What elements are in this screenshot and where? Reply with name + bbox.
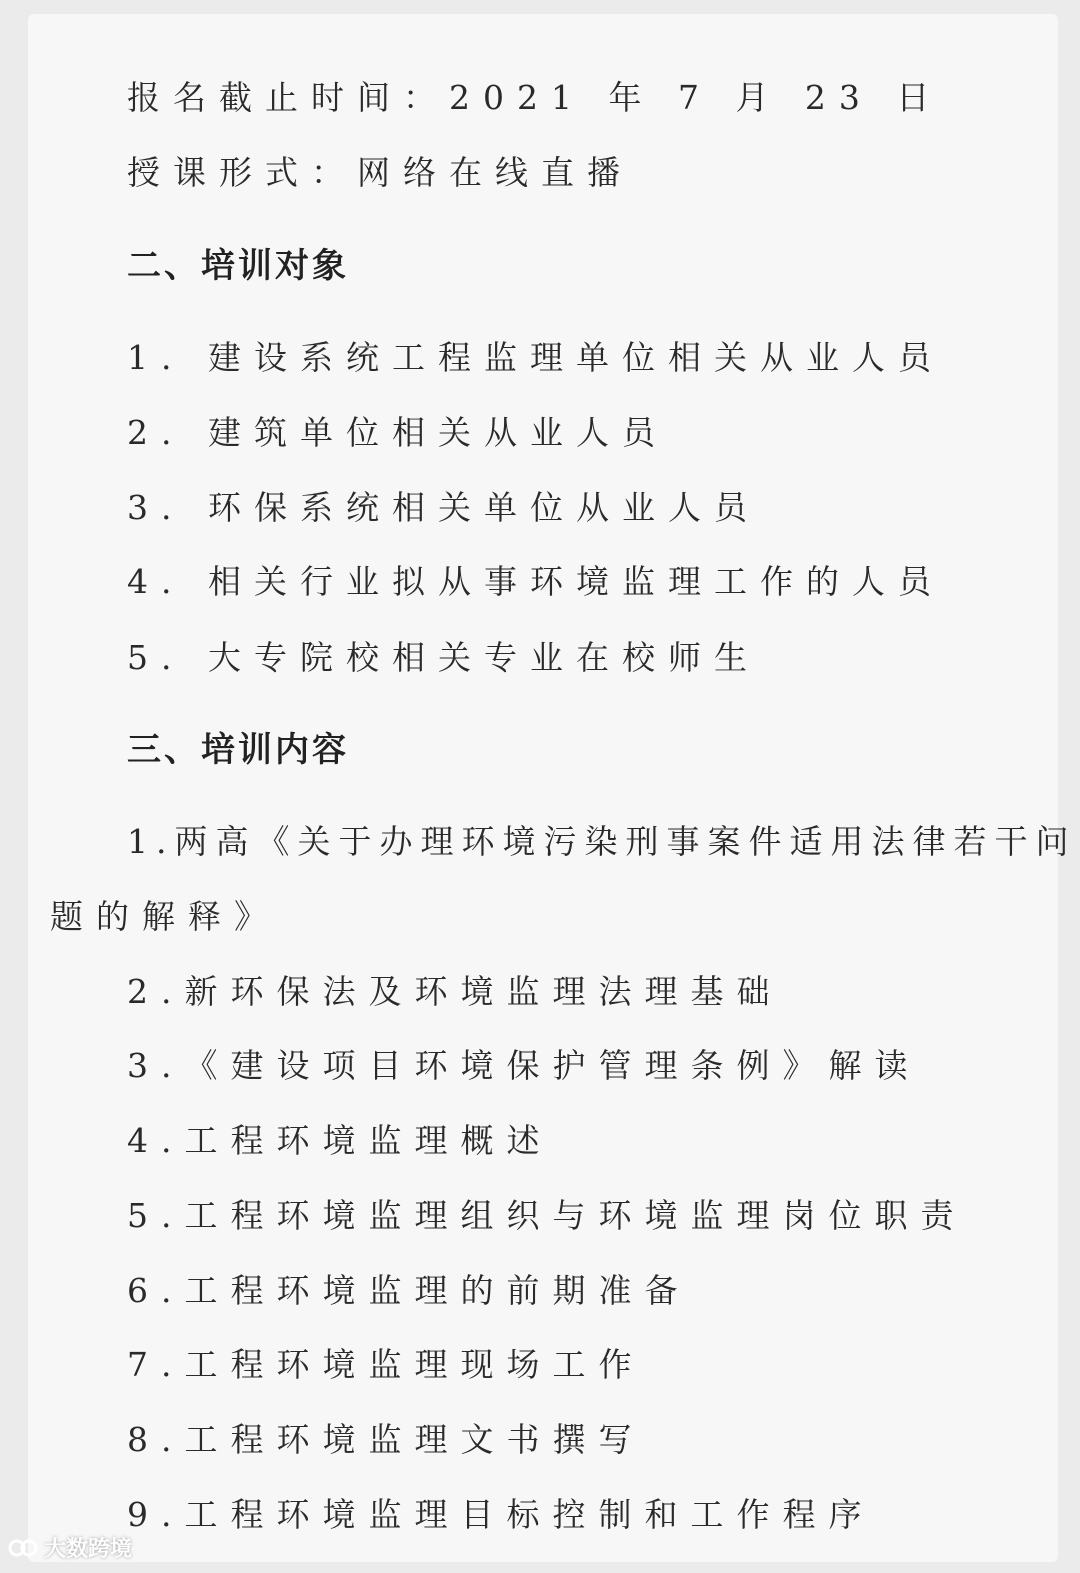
- teaching-format: 授课形式：网络在线直播: [127, 153, 633, 192]
- target-item: 5. 大专院校相关专业在校师生: [127, 638, 760, 677]
- content-item: 7.工程环境监理现场工作: [127, 1345, 645, 1384]
- section-heading-training-target: 二、培训对象: [127, 246, 349, 286]
- content-item: 1.两高《关于办理环境污染刑事案件适用法律若干问: [127, 822, 1077, 861]
- watermark-text: 大数跨境: [44, 1537, 133, 1562]
- brand-logo-icon: [8, 1535, 38, 1561]
- content-item-continuation: 题的解释》: [50, 897, 280, 936]
- section-heading-training-content: 三、培训内容: [127, 730, 349, 770]
- watermark: [8, 1532, 132, 1563]
- content-item: 5.工程环境监理组织与环境监理岗位职责: [127, 1196, 967, 1235]
- content-item: 4.工程环境监理概述: [127, 1121, 553, 1160]
- content-item: 3.《建设项目环境保护管理条例》解读: [127, 1046, 921, 1085]
- content-item: 8.工程环境监理文书撰写: [127, 1420, 645, 1459]
- content-item: 6.工程环境监理的前期准备: [127, 1271, 691, 1310]
- target-item: 1. 建设系统工程监理单位相关从业人员: [127, 338, 944, 377]
- target-item: 3. 环保系统相关单位从业人员: [127, 488, 760, 527]
- content-item: 9.工程环境监理目标控制和工作程序: [127, 1495, 875, 1534]
- content-item: 2.新环保法及环境监理法理基础: [127, 972, 783, 1011]
- target-item: 4. 相关行业拟从事环境监理工作的人员: [127, 562, 944, 601]
- registration-deadline: 报名截止时间：2021 年 7 月 23 日: [127, 78, 943, 117]
- target-item: 2. 建筑单位相关从业人员: [127, 413, 668, 452]
